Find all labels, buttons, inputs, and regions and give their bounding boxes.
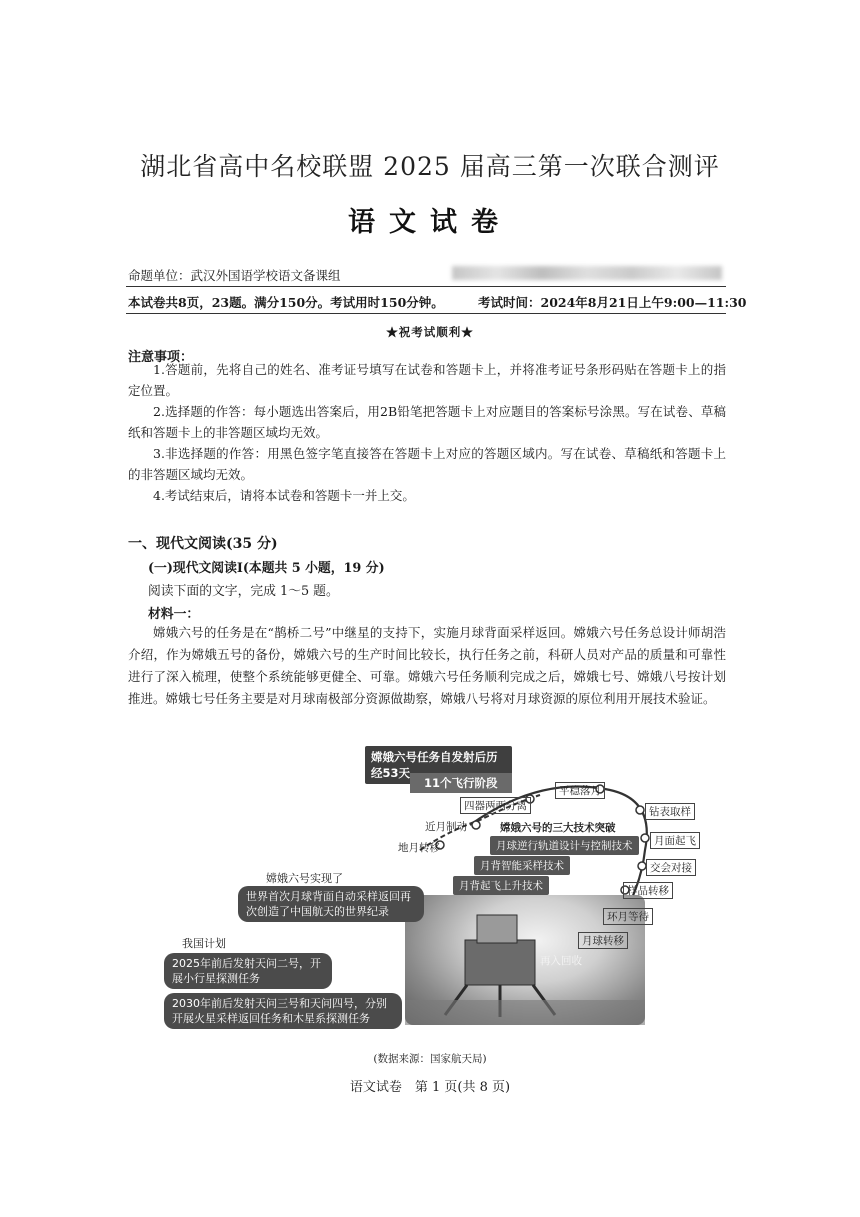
stage-label: 钻表取样: [645, 803, 695, 820]
breakthrough-item: 月背起飞上升技术: [453, 876, 549, 895]
notice-item: 3.非选择题的作答：用黑色签字笔直接答在答题卡上对应的答题区域内。写在试卷、草稿纸和答题卡上的非答题区域均无效。: [128, 446, 726, 482]
exam-title: 湖北省高中名校联盟 2025 届高三第一次联合测评: [140, 152, 720, 181]
exam-time: 考试时间：2024年8月21日上午9:00—11:30: [478, 295, 747, 310]
phase-count: 11个飞行阶段: [410, 773, 512, 793]
stage-label: 地月转移: [398, 842, 440, 854]
material-text: 嫦娥六号的任务是在“鹊桥二号”中继星的支持下，实施月球背面采样返回。嫦娥六号任务总设计师胡浩介绍，作为嫦娥五号的备份，嫦娥六号的生产时间比较长，执行任务之前，科研人员对产品的质量和可靠性进行了深入梳理，使整个系统能够更健全、可靠。嫦娥六号任务顺利完成之后，嫦娥七号、嫦娥八号按计划推进。嫦娥七号任务主要是对月球南极部分资源做勘察，嫦娥八号将对月球资源的原位利用开展技术验证。: [128, 625, 726, 706]
achievement-title: 嫦娥六号实现了: [266, 872, 343, 885]
plan-title: 我国计划: [182, 937, 226, 950]
breakthrough-item: 月球逆行轨道设计与控制技术: [490, 836, 639, 855]
stage-label: 样品转移: [623, 882, 673, 899]
stage-label: 环月等待: [603, 908, 653, 925]
reading-instruction: 阅读下面的文字，完成 1～5 题。: [148, 584, 339, 599]
notice-item: 1.答题前，先将自己的姓名、准考证号填写在试卷和答题卡上，并将准考证号条形码贴在答题卡上的指定位置。: [128, 362, 726, 398]
stage-label: 再入回收: [540, 955, 582, 967]
breakthrough-item: 月背智能采样技术: [474, 856, 570, 875]
good-luck-line: ★祝考试顺利★: [386, 325, 474, 339]
notice-item: 4.考试结束后，请将本试卷和答题卡一并上交。: [153, 488, 415, 503]
plan-item: 2025年前后发射天问二号，开展小行星探测任务: [164, 953, 332, 989]
section-heading: 一、现代文阅读(35 分): [128, 536, 278, 552]
figure-banner: 嫦娥六号任务自发射后历经53天: [365, 746, 512, 784]
stage-label: 交会对接: [646, 859, 696, 876]
notice-heading: 注意事项：: [128, 350, 194, 365]
material-label: 材料一：: [148, 607, 200, 622]
setter-line: 命题单位：武汉外国语学校语文备课组: [128, 268, 341, 283]
exam-subtitle: 语文试卷: [348, 207, 512, 238]
plan-item: 2030年前后发射天问三号和天问四号，分别开展火星采样返回任务和木星系探测任务: [164, 993, 402, 1029]
stage-label: 四器两两分离: [460, 797, 531, 814]
figure-source: (数据来源：国家航天局): [373, 1053, 487, 1065]
notice-item: 2.选择题的作答：每小题选出答案后，用2B铅笔把答题卡上对应题目的答案标号涂黑。写在试卷、草稿纸和答题卡上的非答题区域均无效。: [128, 404, 726, 440]
sub-section-heading: (一)现代文阅读Ⅰ(本题共 5 小题，19 分): [148, 561, 385, 576]
breakthrough-title: 嫦娥六号的三大技术突破: [500, 822, 616, 834]
stage-label: 近月制动: [425, 821, 467, 833]
stage-label: 平稳落月: [555, 782, 605, 799]
achievement-box: 世界首次月球背面自动采样返回再次创造了中国航天的世界纪录: [238, 886, 424, 922]
stage-label: 月球转移: [578, 932, 628, 949]
exam-info: 本试卷共8页，23题。满分150分。考试用时150分钟。: [128, 295, 444, 310]
page-footer: 语文试卷 第 1 页(共 8 页): [349, 1080, 511, 1095]
stage-label: 月面起飞: [650, 832, 700, 849]
